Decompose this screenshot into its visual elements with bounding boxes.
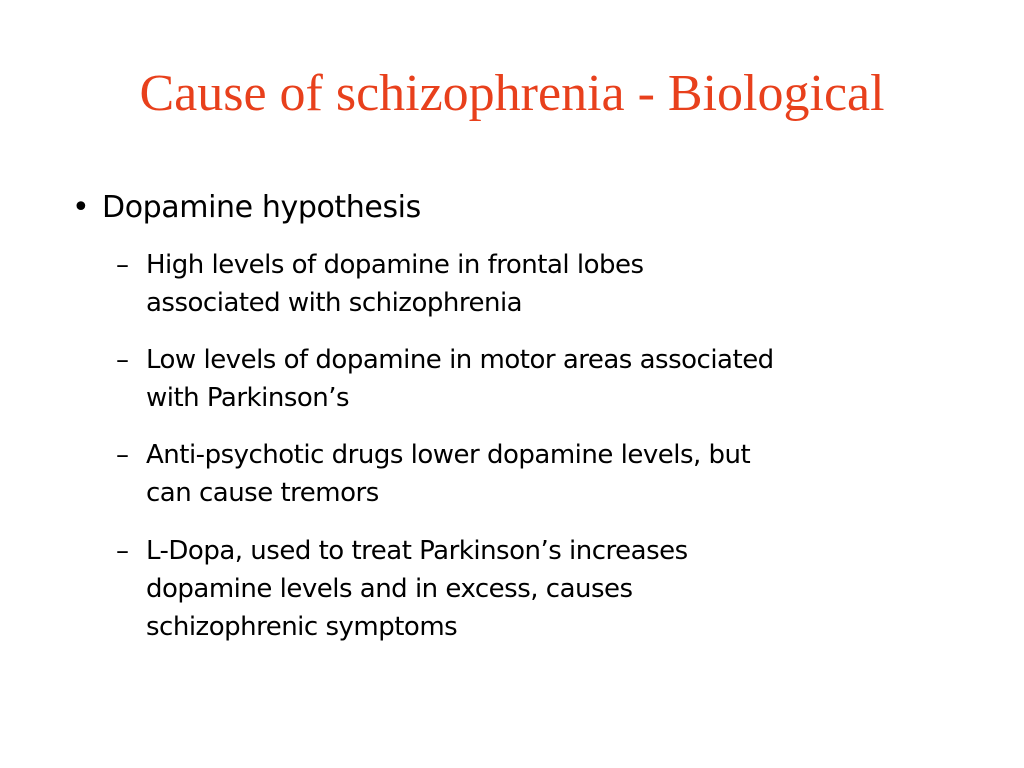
bullet-icon: • [72,190,90,225]
main-bullet-text: Dopamine hypothesis [102,190,421,225]
sub-bullet-line: can cause tremors [146,478,379,508]
dash-icon: – [116,536,129,566]
sub-bullet-line: associated with schizophrenia [146,288,523,318]
sub-bullet-line: L-Dopa, used to treat Parkinson’s increases [146,536,688,566]
sub-bullet-line: High levels of dopamine in frontal lobes [146,250,644,280]
dash-icon: – [116,250,129,280]
sub-bullet-high-levels [146,246,976,322]
sub-bullet-line: Low levels of dopamine in motor areas associated [146,345,774,375]
dash-icon: – [116,345,129,375]
sub-bullet-line: Anti-psychotic drugs lower dopamine levels, but [146,440,751,470]
sub-bullet-line: with Parkinson’s [146,383,350,413]
sub-bullet-anti-psychotic [146,436,976,512]
dash-icon: – [116,440,129,470]
sub-bullet-line: dopamine levels and in excess, causes [146,574,633,604]
sub-bullet-low-levels [146,341,976,417]
slide-title: Cause of schizophrenia - Biological [139,65,885,122]
sub-bullet-line: schizophrenic symptoms [146,612,458,642]
sub-bullet-l-dopa [146,532,976,646]
